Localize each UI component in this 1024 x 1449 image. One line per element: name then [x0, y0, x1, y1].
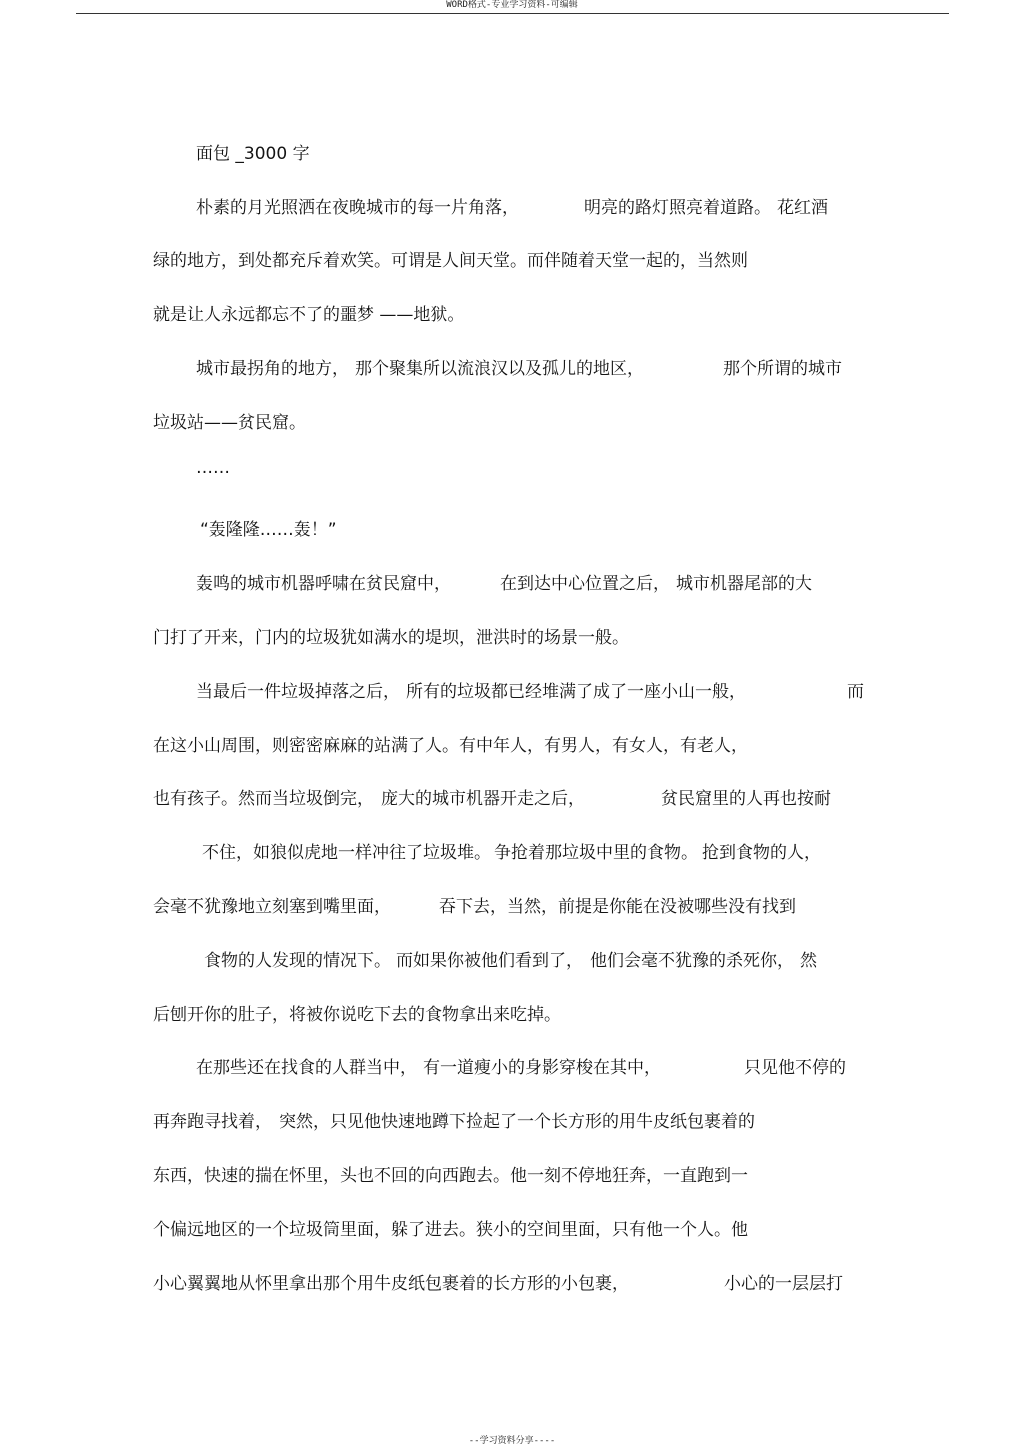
text-segment: 小心翼翼地从怀里拿出那个用牛皮纸包裹着的长方形的小包裹， — [153, 1274, 629, 1294]
text-segment: 那个所谓的城市 — [723, 359, 842, 379]
paragraph-1-line-2: 绿的地方，到处都充斥着欢笑。可谓是人间天堂。而伴随着天堂一起的，当然则 — [153, 251, 748, 271]
text-segment: 吞下去，当然，前提是你能在没被哪些没有找到 — [439, 897, 796, 917]
ellipsis-line: …… — [196, 458, 230, 478]
text-segment: 当最后一件垃圾掉落之后， — [196, 682, 400, 702]
page-footer: --学习资料分享---- — [468, 1436, 556, 1446]
text-segment: 在到达中心位置之后， — [500, 574, 670, 594]
text-segment: 食物的人发现的情况下。 — [204, 951, 391, 971]
text-segment: 有一道瘦小的身影穿梭在其中， — [423, 1058, 661, 1078]
paragraph-4-line-7: 后刨开你的肚子，将被你说吃下去的食物拿出来吃掉。 — [153, 1005, 561, 1025]
text-segment: 而如果你被他们看到了， — [396, 951, 583, 971]
text-segment: 也有孩子。然而当垃圾倒完， — [153, 789, 374, 809]
text-segment: 明亮的路灯照亮着道路。 — [584, 198, 771, 218]
text-segment: 不住，如狼似虎地一样冲往了垃圾堆。 — [202, 843, 491, 863]
text-segment: 会毫不犹豫地立刻塞到嘴里面， — [153, 897, 391, 917]
document-title: 面包 _3000 字 — [196, 144, 310, 164]
text-segment: 他们会毫不犹豫的杀死你， — [590, 951, 794, 971]
header-text: WORD格式-专业学习资料-可编辑 — [446, 0, 578, 10]
text-segment: 贫民窟里的人再也按耐 — [661, 789, 831, 809]
paragraph-4-line-2: 在这小山周围，则密密麻麻的站满了人。有中年人，有男人，有女人，有老人， — [153, 736, 748, 756]
text-segment: 所有的垃圾都已经堆满了成了一座小山一般， — [406, 682, 746, 702]
text-segment: 而 — [847, 682, 864, 702]
text-segment: 朴素的月光照洒在夜晚城市的每一片角落， — [196, 198, 519, 218]
text-segment: 小心的一层层打 — [724, 1274, 843, 1294]
text-segment: 那个聚集所以流浪汉以及孤儿的地区， — [355, 359, 644, 379]
text-segment: 城市最拐角的地方， — [196, 359, 349, 379]
text-segment: 轰鸣的城市机器呼啸在贫民窟中， — [196, 574, 451, 594]
text-segment: 突然，只见他快速地蹲下捡起了一个长方形的用牛皮纸包裹着的 — [279, 1112, 755, 1132]
text-segment: 庞大的城市机器开走之后， — [381, 789, 585, 809]
text-segment: 花红酒 — [777, 198, 828, 218]
text-segment: 争抢着那垃圾中里的食物。 — [494, 843, 698, 863]
paragraph-1-line-3: 就是让人永远都忘不了的噩梦 ——地狱。 — [153, 305, 465, 325]
quote-line: “轰隆隆……轰！” — [200, 520, 337, 540]
paragraph-5-line-4: 个偏远地区的一个垃圾筒里面，躲了进去。狭小的空间里面，只有他一个人。他 — [153, 1220, 748, 1240]
header-rule — [76, 13, 949, 14]
text-segment: 在那些还在找食的人群当中， — [196, 1058, 417, 1078]
text-segment: 然 — [800, 951, 817, 971]
text-segment: 城市机器尾部的大 — [676, 574, 812, 594]
paragraph-2-line-2: 垃圾站——贫民窟。 — [153, 413, 306, 433]
paragraph-3-line-2: 门打了开来，门内的垃圾犹如满水的堤坝，泄洪时的场景一般。 — [153, 628, 629, 648]
text-segment: 只见他不停的 — [744, 1058, 846, 1078]
paragraph-5-line-3: 东西，快速的揣在怀里，头也不回的向西跑去。他一刻不停地狂奔，一直跑到一 — [153, 1166, 748, 1186]
page-header — [0, 0, 1024, 14]
text-segment: 抢到食物的人， — [702, 843, 821, 863]
text-segment: 再奔跑寻找着， — [153, 1112, 272, 1132]
